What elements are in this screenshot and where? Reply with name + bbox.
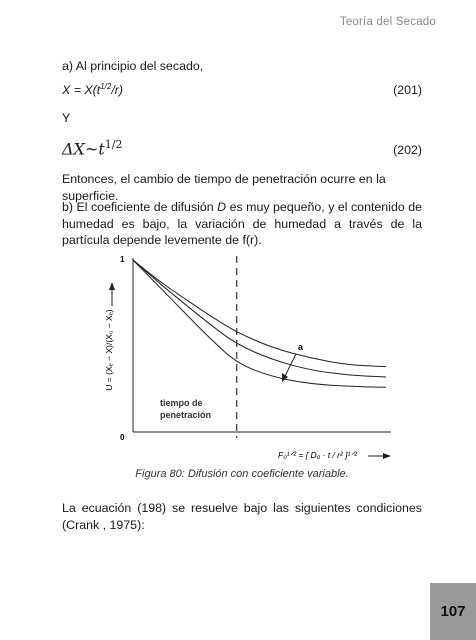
y-zero-label: 0 — [120, 433, 125, 442]
equation-201-expression: $X = X(t^{1/2}/r)$ — [62, 82, 124, 98]
curve-series-2 — [133, 260, 386, 377]
figure-caption: Figura 80: Difusión con coeficiente variable. — [135, 468, 349, 480]
x-axis-label: F₀¹ᐟ² = [ D₀ · t / r² ]¹ᐟ² — [278, 450, 357, 460]
paragraph-b: b) El coeficiente de difusión D es muy pequeño, y el contenido de humedad es bajo, la variación de humedad a través de la partícula depende levemente de f(r). — [62, 200, 422, 247]
equation-202-expression: $\Delta X\sim t^{1/2}$ — [62, 138, 123, 159]
y-axis-label: U = (Xₑ − X)/(X₀ − Xₑ) — [104, 309, 114, 391]
region-label-line2: penetración — [160, 410, 212, 420]
y-top-label: 1 — [120, 255, 125, 264]
chart-curves — [133, 260, 386, 387]
curve-series-3 — [133, 260, 386, 367]
paragraph-entonces: Entonces, el cambio de tiempo de penetración ocurre en la superficie. — [62, 172, 386, 203]
region-label-line1: tiempo de — [160, 398, 203, 408]
equation-201 — [62, 82, 422, 97]
paragraph-a: a) Al principio del secado, — [62, 59, 204, 73]
curve-a-arrow-head — [282, 373, 288, 382]
equation-202-number: (202) — [393, 143, 422, 158]
connector-y: Y — [62, 111, 71, 125]
running-title: Teoría del Secado — [339, 16, 436, 28]
page-number: 107 — [440, 603, 466, 620]
page-number-tab — [430, 583, 476, 640]
equation-202 — [62, 138, 422, 158]
figure-80 — [96, 246, 426, 466]
curve-series-1 — [133, 260, 386, 387]
diffusion-chart — [96, 246, 426, 466]
curve-label-a: a — [298, 342, 304, 352]
equation-201-number: (201) — [393, 83, 422, 98]
y-axis-arrow-head — [109, 282, 115, 290]
x-axis-arrow-head — [383, 453, 391, 459]
paragraph-ecuacion: La ecuación (198) se resuelve bajo las siguientes condiciones (Crank , 1975): — [62, 501, 422, 532]
